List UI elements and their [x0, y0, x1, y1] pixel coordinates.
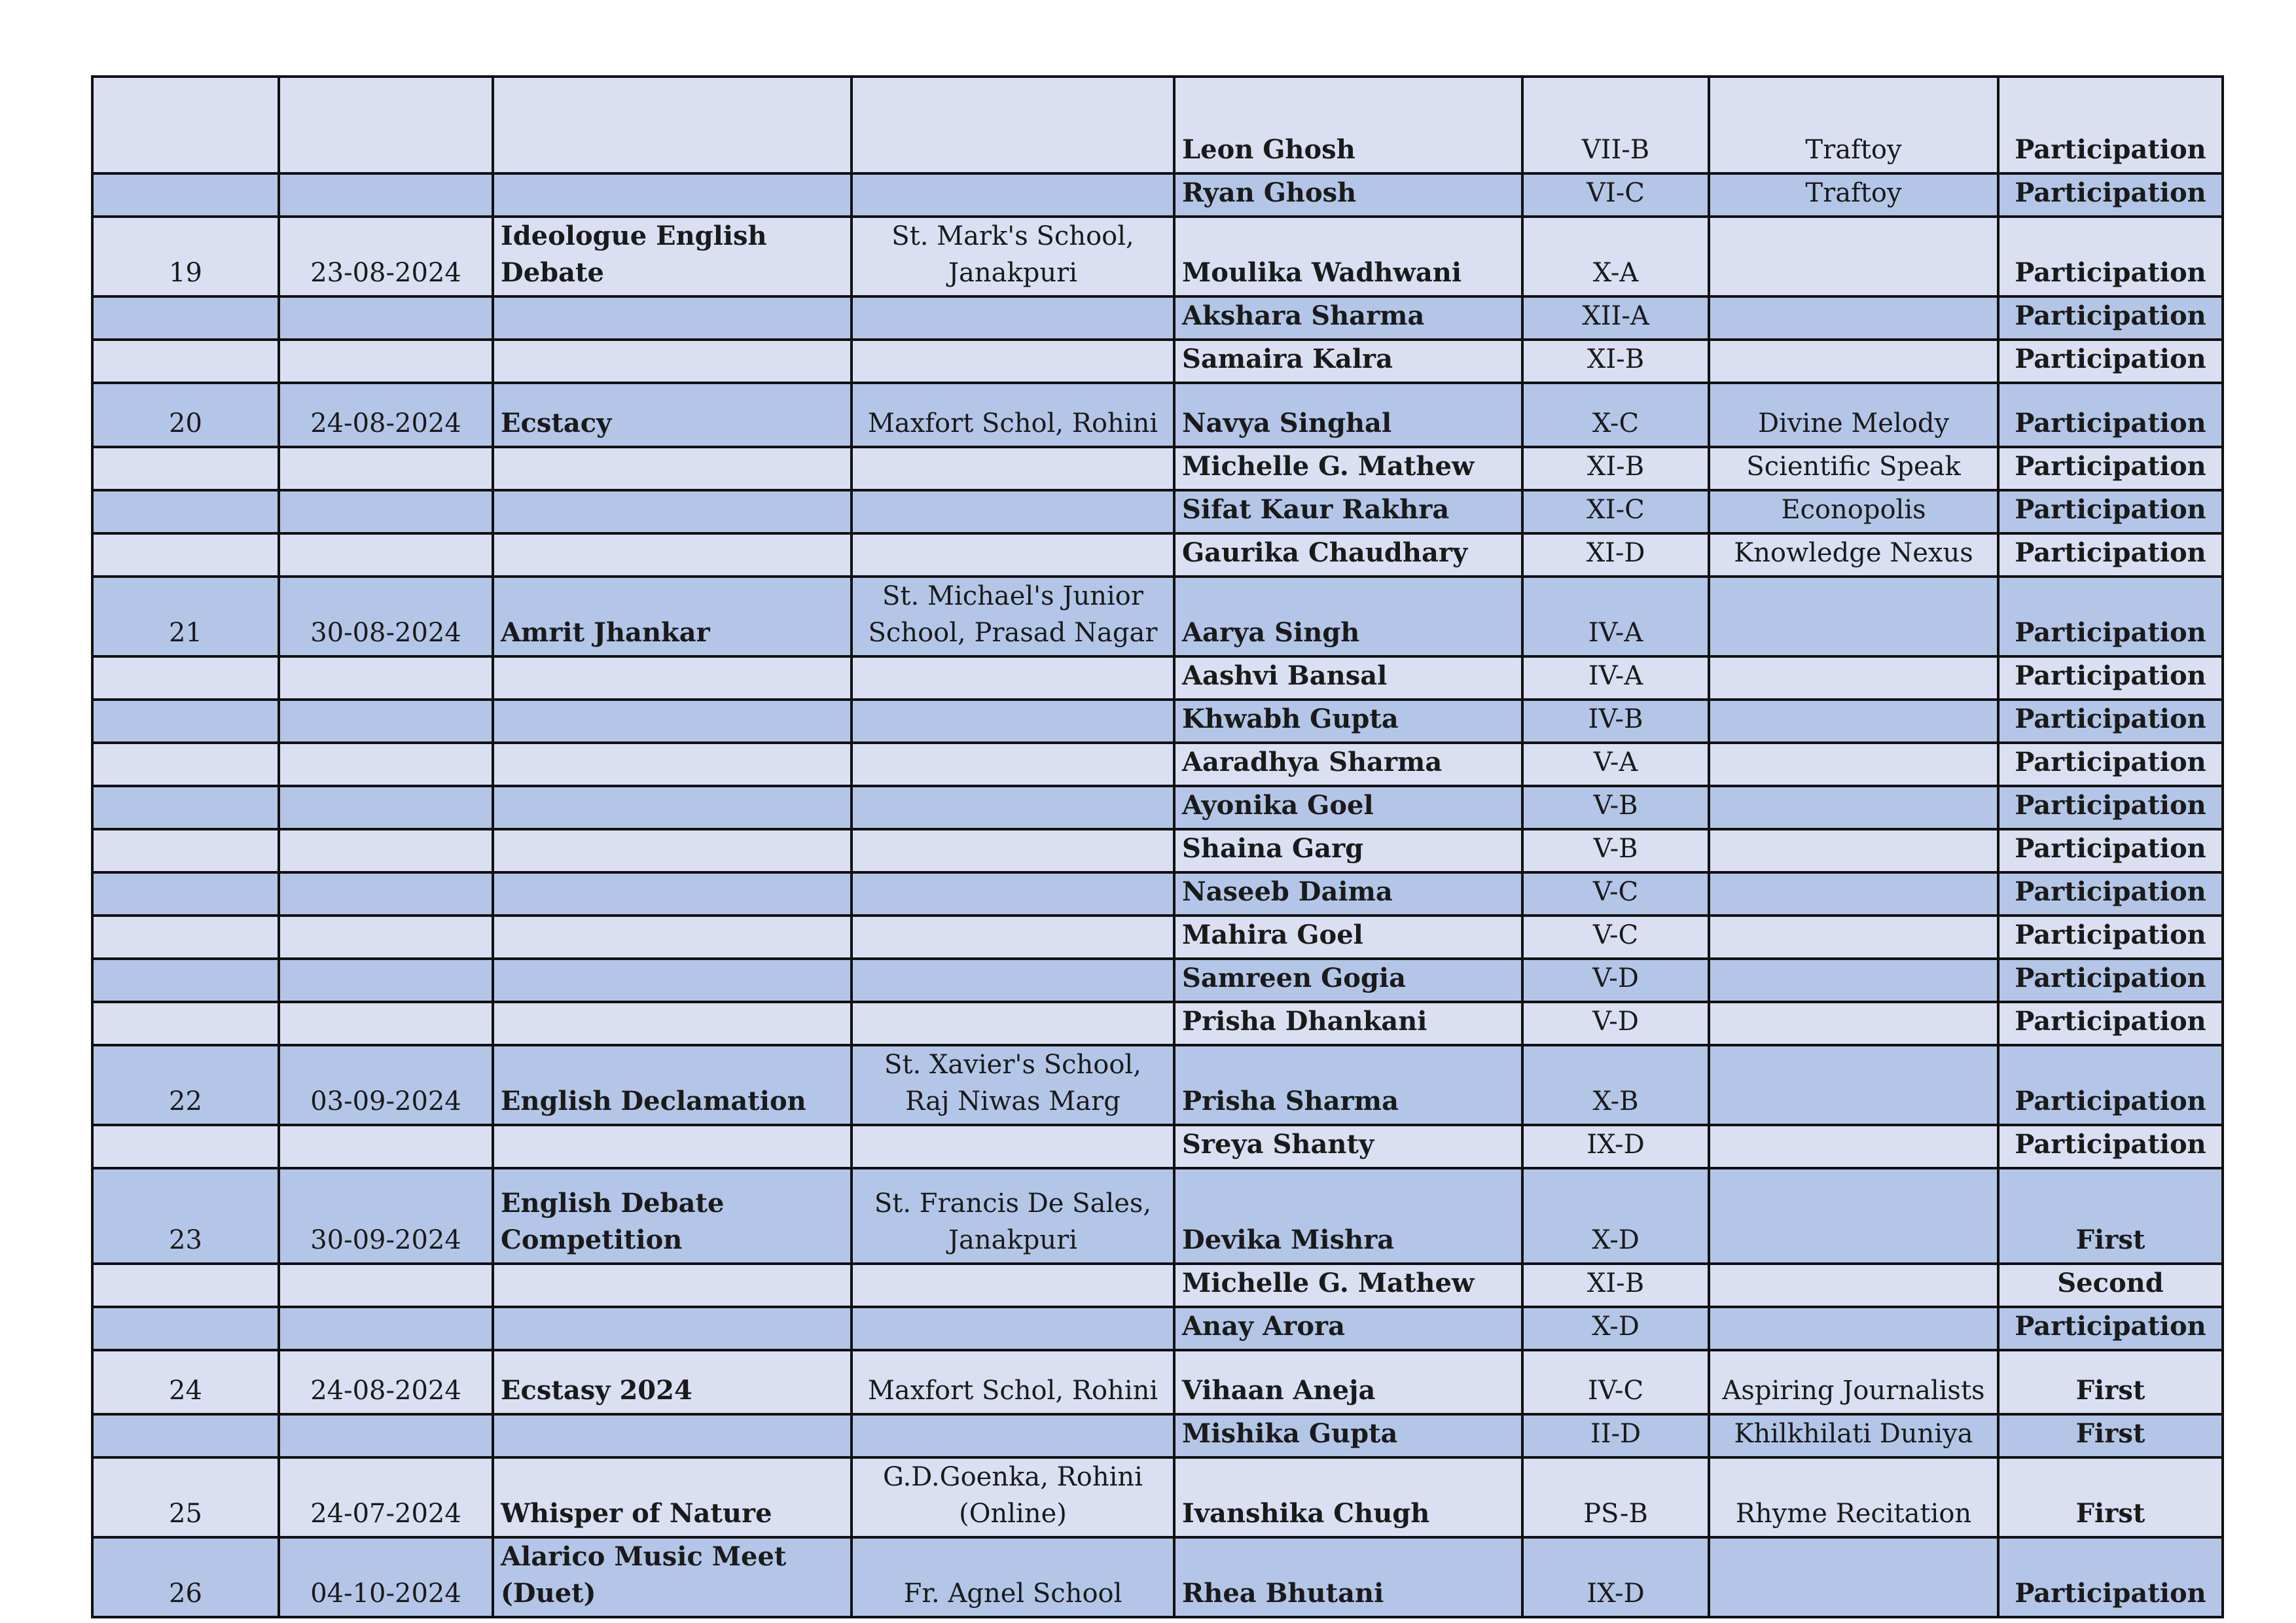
table-row	[92, 959, 2223, 1002]
event-name-cell	[493, 533, 852, 577]
serial-number-cell: 20	[92, 383, 279, 447]
venue-cell	[852, 1307, 1174, 1350]
student-name-cell: Prisha Sharma	[1174, 1045, 1522, 1125]
event-name-cell	[493, 447, 852, 490]
result-cell: First	[1998, 1457, 2223, 1537]
category-cell: Khilkhilati Duniya	[1709, 1414, 1998, 1457]
class-section-cell: XI-C	[1522, 490, 1709, 533]
class-section-cell: IV-A	[1522, 577, 1709, 656]
venue-cell	[852, 340, 1174, 383]
student-name-cell: Shaina Garg	[1174, 829, 1522, 872]
date-cell	[279, 743, 493, 786]
venue-cell	[852, 700, 1174, 743]
event-name-cell: Ideologue English Debate	[493, 217, 852, 296]
result-cell: Participation	[1998, 1045, 2223, 1125]
result-cell: Participation	[1998, 577, 2223, 656]
date-cell: 30-08-2024	[279, 577, 493, 656]
student-name-cell: Mishika Gupta	[1174, 1414, 1522, 1457]
student-name-cell: Gaurika Chaudhary	[1174, 533, 1522, 577]
class-section-cell: X-A	[1522, 217, 1709, 296]
result-cell: Participation	[1998, 77, 2223, 173]
class-section-cell: II-D	[1522, 1414, 1709, 1457]
venue-cell	[852, 490, 1174, 533]
event-name-cell	[493, 1414, 852, 1457]
event-name-cell: English Debate Competition	[493, 1168, 852, 1264]
date-cell	[279, 1307, 493, 1350]
result-cell: Participation	[1998, 1002, 2223, 1045]
student-name-cell: Ivanshika Chugh	[1174, 1457, 1522, 1537]
student-name-cell: Anay Arora	[1174, 1307, 1522, 1350]
date-cell: 04-10-2024	[279, 1537, 493, 1617]
class-section-cell: IX-D	[1522, 1125, 1709, 1168]
student-name-cell: Khwabh Gupta	[1174, 700, 1522, 743]
table-row	[92, 173, 2223, 217]
class-section-cell: V-B	[1522, 786, 1709, 829]
venue-cell	[852, 916, 1174, 959]
serial-number-cell	[92, 656, 279, 700]
serial-number-cell	[92, 959, 279, 1002]
category-cell	[1709, 916, 1998, 959]
student-name-cell: Michelle G. Mathew	[1174, 447, 1522, 490]
venue-cell	[852, 959, 1174, 1002]
venue-cell: St. Xavier's School, Raj Niwas Marg	[852, 1045, 1174, 1125]
serial-number-cell	[92, 1125, 279, 1168]
table-row	[92, 447, 2223, 490]
class-section-cell: V-D	[1522, 1002, 1709, 1045]
result-cell: Participation	[1998, 1125, 2223, 1168]
event-name-cell: Ecstasy 2024	[493, 1350, 852, 1414]
class-section-cell: X-C	[1522, 383, 1709, 447]
event-name-cell	[493, 340, 852, 383]
category-cell	[1709, 1125, 1998, 1168]
date-cell	[279, 1414, 493, 1457]
event-name-cell: English Declamation	[493, 1045, 852, 1125]
date-cell	[279, 447, 493, 490]
date-cell: 24-07-2024	[279, 1457, 493, 1537]
class-section-cell: V-A	[1522, 743, 1709, 786]
date-cell: 03-09-2024	[279, 1045, 493, 1125]
table-row	[92, 1307, 2223, 1350]
serial-number-cell	[92, 296, 279, 340]
event-name-cell	[493, 1307, 852, 1350]
serial-number-cell	[92, 829, 279, 872]
result-cell: Participation	[1998, 217, 2223, 296]
event-name-cell	[493, 1002, 852, 1045]
serial-number-cell	[92, 533, 279, 577]
category-cell	[1709, 959, 1998, 1002]
result-cell: Participation	[1998, 1537, 2223, 1617]
class-section-cell: V-C	[1522, 872, 1709, 916]
result-cell: Participation	[1998, 533, 2223, 577]
competition-results-table	[91, 75, 2224, 1618]
result-cell: Participation	[1998, 383, 2223, 447]
result-cell: Participation	[1998, 872, 2223, 916]
result-cell: Participation	[1998, 916, 2223, 959]
venue-cell	[852, 533, 1174, 577]
date-cell	[279, 1002, 493, 1045]
date-cell	[279, 700, 493, 743]
result-cell: Participation	[1998, 340, 2223, 383]
serial-number-cell: 19	[92, 217, 279, 296]
event-name-cell: Alarico Music Meet (Duet)	[493, 1537, 852, 1617]
event-name-cell	[493, 1264, 852, 1307]
date-cell	[279, 340, 493, 383]
class-section-cell: IV-A	[1522, 656, 1709, 700]
date-cell	[279, 173, 493, 217]
category-cell: Econopolis	[1709, 490, 1998, 533]
date-cell	[279, 77, 493, 173]
table-row	[92, 217, 2223, 296]
category-cell: Divine Melody	[1709, 383, 1998, 447]
category-cell	[1709, 1264, 1998, 1307]
table-body	[92, 77, 2223, 1617]
category-cell	[1709, 786, 1998, 829]
event-name-cell	[493, 296, 852, 340]
table-row	[92, 916, 2223, 959]
date-cell	[279, 872, 493, 916]
serial-number-cell	[92, 786, 279, 829]
venue-cell: Maxfort Schol, Rohini	[852, 1350, 1174, 1414]
serial-number-cell	[92, 700, 279, 743]
serial-number-cell: 26	[92, 1537, 279, 1617]
serial-number-cell: 22	[92, 1045, 279, 1125]
class-section-cell: IV-C	[1522, 1350, 1709, 1414]
date-cell	[279, 490, 493, 533]
venue-cell: Maxfort Schol, Rohini	[852, 383, 1174, 447]
table-row	[92, 1414, 2223, 1457]
venue-cell	[852, 173, 1174, 217]
student-name-cell: Mahira Goel	[1174, 916, 1522, 959]
serial-number-cell	[92, 1307, 279, 1350]
category-cell	[1709, 743, 1998, 786]
result-cell: First	[1998, 1350, 2223, 1414]
student-name-cell: Vihaan Aneja	[1174, 1350, 1522, 1414]
event-name-cell: Whisper of Nature	[493, 1457, 852, 1537]
venue-cell	[852, 1414, 1174, 1457]
category-cell: Scientific Speak	[1709, 447, 1998, 490]
serial-number-cell: 21	[92, 577, 279, 656]
event-name-cell	[493, 829, 852, 872]
serial-number-cell: 24	[92, 1350, 279, 1414]
venue-cell: G.D.Goenka, Rohini (Online)	[852, 1457, 1174, 1537]
table-row	[92, 656, 2223, 700]
table-row	[92, 1264, 2223, 1307]
date-cell	[279, 829, 493, 872]
serial-number-cell	[92, 872, 279, 916]
category-cell	[1709, 217, 1998, 296]
result-cell: Participation	[1998, 447, 2223, 490]
result-cell: Participation	[1998, 700, 2223, 743]
class-section-cell: XI-B	[1522, 447, 1709, 490]
date-cell	[279, 1264, 493, 1307]
table-row	[92, 1537, 2223, 1617]
student-name-cell: Moulika Wadhwani	[1174, 217, 1522, 296]
category-cell	[1709, 1168, 1998, 1264]
result-cell: Participation	[1998, 296, 2223, 340]
date-cell	[279, 533, 493, 577]
serial-number-cell	[92, 447, 279, 490]
date-cell	[279, 656, 493, 700]
student-name-cell: Ayonika Goel	[1174, 786, 1522, 829]
result-cell: First	[1998, 1414, 2223, 1457]
student-name-cell: Akshara Sharma	[1174, 296, 1522, 340]
result-cell: Participation	[1998, 829, 2223, 872]
event-name-cell	[493, 872, 852, 916]
venue-cell	[852, 296, 1174, 340]
event-name-cell: Ecstacy	[493, 383, 852, 447]
venue-cell	[852, 1264, 1174, 1307]
category-cell	[1709, 340, 1998, 383]
date-cell: 23-08-2024	[279, 217, 493, 296]
venue-cell: St. Michael's Junior School, Prasad Nagar	[852, 577, 1174, 656]
event-name-cell	[493, 700, 852, 743]
result-cell: Participation	[1998, 1307, 2223, 1350]
table-row	[92, 1457, 2223, 1537]
result-cell: Participation	[1998, 656, 2223, 700]
category-cell	[1709, 1307, 1998, 1350]
category-cell	[1709, 829, 1998, 872]
table-row	[92, 490, 2223, 533]
event-name-cell	[493, 916, 852, 959]
venue-cell	[852, 743, 1174, 786]
serial-number-cell	[92, 77, 279, 173]
class-section-cell: X-D	[1522, 1168, 1709, 1264]
class-section-cell: XI-B	[1522, 340, 1709, 383]
class-section-cell: V-B	[1522, 829, 1709, 872]
date-cell	[279, 916, 493, 959]
student-name-cell: Devika Mishra	[1174, 1168, 1522, 1264]
table-row	[92, 1045, 2223, 1125]
result-cell: Participation	[1998, 490, 2223, 533]
venue-cell	[852, 829, 1174, 872]
category-cell: Traftoy	[1709, 173, 1998, 217]
serial-number-cell: 23	[92, 1168, 279, 1264]
category-cell: Rhyme Recitation	[1709, 1457, 1998, 1537]
table-row	[92, 383, 2223, 447]
table-row	[92, 786, 2223, 829]
date-cell: 30-09-2024	[279, 1168, 493, 1264]
student-name-cell: Michelle G. Mathew	[1174, 1264, 1522, 1307]
student-name-cell: Sreya Shanty	[1174, 1125, 1522, 1168]
serial-number-cell	[92, 173, 279, 217]
table-row	[92, 700, 2223, 743]
class-section-cell: XI-D	[1522, 533, 1709, 577]
venue-cell: Fr. Agnel School	[852, 1537, 1174, 1617]
venue-cell: St. Mark's School, Janakpuri	[852, 217, 1174, 296]
student-name-cell: Aarya Singh	[1174, 577, 1522, 656]
student-name-cell: Aaradhya Sharma	[1174, 743, 1522, 786]
category-cell	[1709, 1537, 1998, 1617]
serial-number-cell	[92, 1264, 279, 1307]
date-cell	[279, 786, 493, 829]
table-row	[92, 533, 2223, 577]
table-row	[92, 829, 2223, 872]
result-cell: First	[1998, 1168, 2223, 1264]
venue-cell	[852, 656, 1174, 700]
table-row	[92, 577, 2223, 656]
event-name-cell	[493, 1125, 852, 1168]
event-name-cell	[493, 173, 852, 217]
venue-cell	[852, 1002, 1174, 1045]
category-cell	[1709, 700, 1998, 743]
student-name-cell: Naseeb Daima	[1174, 872, 1522, 916]
student-name-cell: Prisha Dhankani	[1174, 1002, 1522, 1045]
class-section-cell: IV-B	[1522, 700, 1709, 743]
student-name-cell: Sifat Kaur Rakhra	[1174, 490, 1522, 533]
class-section-cell: XI-B	[1522, 1264, 1709, 1307]
class-section-cell: V-C	[1522, 916, 1709, 959]
date-cell: 24-08-2024	[279, 383, 493, 447]
result-cell: Participation	[1998, 173, 2223, 217]
category-cell	[1709, 1002, 1998, 1045]
serial-number-cell	[92, 340, 279, 383]
student-name-cell: Aashvi Bansal	[1174, 656, 1522, 700]
class-section-cell: V-D	[1522, 959, 1709, 1002]
venue-cell	[852, 77, 1174, 173]
event-name-cell: Amrit Jhankar	[493, 577, 852, 656]
event-name-cell	[493, 959, 852, 1002]
table-row	[92, 1168, 2223, 1264]
class-section-cell: XII-A	[1522, 296, 1709, 340]
table-row	[92, 77, 2223, 173]
result-cell: Participation	[1998, 959, 2223, 1002]
table-row	[92, 296, 2223, 340]
date-cell: 24-08-2024	[279, 1350, 493, 1414]
student-name-cell: Leon Ghosh	[1174, 77, 1522, 173]
event-name-cell	[493, 656, 852, 700]
date-cell	[279, 296, 493, 340]
serial-number-cell	[92, 743, 279, 786]
event-name-cell	[493, 490, 852, 533]
result-cell: Participation	[1998, 786, 2223, 829]
venue-cell	[852, 1125, 1174, 1168]
table-row	[92, 340, 2223, 383]
category-cell	[1709, 656, 1998, 700]
venue-cell	[852, 447, 1174, 490]
table-row	[92, 743, 2223, 786]
category-cell: Knowledge Nexus	[1709, 533, 1998, 577]
category-cell	[1709, 1045, 1998, 1125]
result-cell: Second	[1998, 1264, 2223, 1307]
table-row	[92, 872, 2223, 916]
class-section-cell: IX-D	[1522, 1537, 1709, 1617]
class-section-cell: VI-C	[1522, 173, 1709, 217]
class-section-cell: VII-B	[1522, 77, 1709, 173]
student-name-cell: Navya Singhal	[1174, 383, 1522, 447]
serial-number-cell: 25	[92, 1457, 279, 1537]
serial-number-cell	[92, 1414, 279, 1457]
table-row	[92, 1350, 2223, 1414]
serial-number-cell	[92, 916, 279, 959]
event-name-cell	[493, 77, 852, 173]
table-row	[92, 1125, 2223, 1168]
student-name-cell: Rhea Bhutani	[1174, 1537, 1522, 1617]
event-name-cell	[493, 786, 852, 829]
student-name-cell: Samaira Kalra	[1174, 340, 1522, 383]
student-name-cell: Samreen Gogia	[1174, 959, 1522, 1002]
serial-number-cell	[92, 1002, 279, 1045]
table-row	[92, 1002, 2223, 1045]
student-name-cell: Ryan Ghosh	[1174, 173, 1522, 217]
event-name-cell	[493, 743, 852, 786]
class-section-cell: X-B	[1522, 1045, 1709, 1125]
class-section-cell: X-D	[1522, 1307, 1709, 1350]
venue-cell	[852, 872, 1174, 916]
category-cell: Aspiring Journalists	[1709, 1350, 1998, 1414]
date-cell	[279, 959, 493, 1002]
venue-cell	[852, 786, 1174, 829]
category-cell	[1709, 872, 1998, 916]
class-section-cell: PS-B	[1522, 1457, 1709, 1537]
category-cell	[1709, 577, 1998, 656]
serial-number-cell	[92, 490, 279, 533]
result-cell: Participation	[1998, 743, 2223, 786]
date-cell	[279, 1125, 493, 1168]
category-cell: Traftoy	[1709, 77, 1998, 173]
venue-cell: St. Francis De Sales, Janakpuri	[852, 1168, 1174, 1264]
category-cell	[1709, 296, 1998, 340]
